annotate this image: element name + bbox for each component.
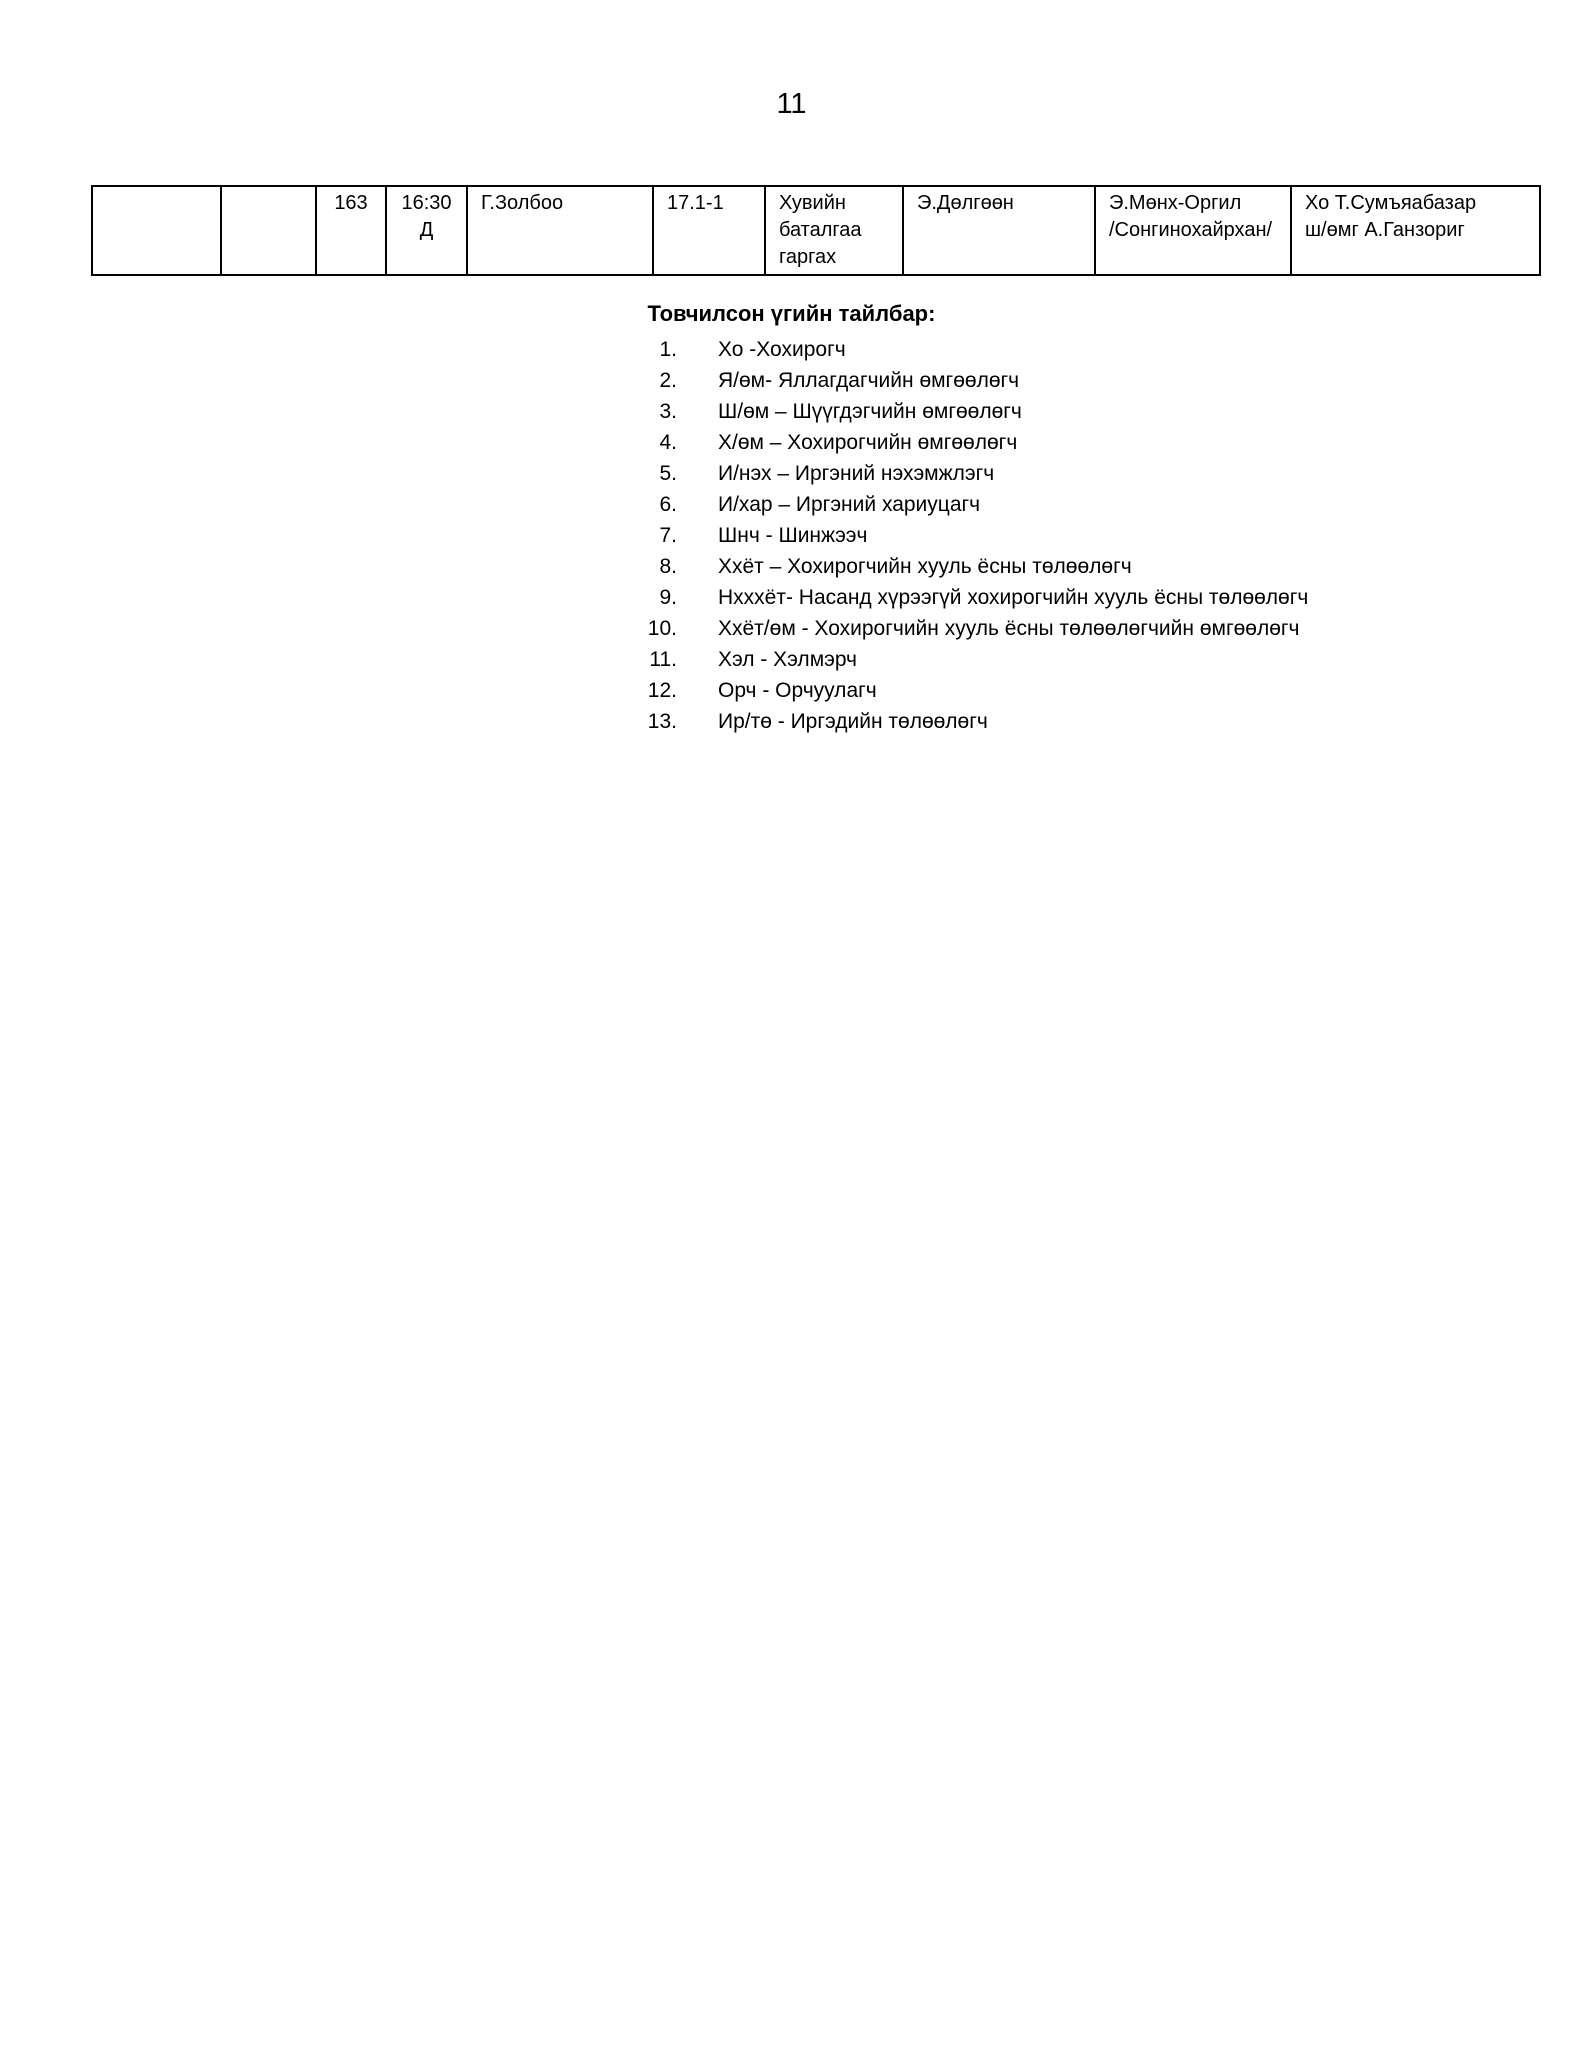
abbreviations-heading: Товчилсон үгийн тайлбар: (647, 301, 936, 326)
abbreviation-item (0, 489, 1583, 520)
abbreviation-number: 5. (659, 462, 677, 485)
cell-line: баталгаа (779, 219, 862, 241)
abbreviation-text: Ххёт/өм - Хохирогчийн хууль ёсны төлөөлөгчийн өмгөөлөгч (718, 617, 1300, 640)
table-cell-time (386, 186, 467, 275)
abbreviation-item (0, 551, 1583, 582)
abbreviation-item (0, 582, 1583, 613)
table-cell-defendant (903, 186, 1095, 275)
abbreviation-number: 10. (647, 617, 677, 640)
table-cell-hearing-type (765, 186, 903, 275)
schedule-table (91, 185, 1541, 276)
abbreviation-number: 7. (659, 524, 677, 547)
abbreviation-text: И/нэх – Иргэний нэхэмжлэгч (718, 462, 995, 485)
abbreviation-number: 3. (659, 400, 677, 423)
abbreviations-list (0, 334, 1583, 737)
abbreviation-text: И/хар – Иргэний хариуцагч (718, 493, 981, 516)
table-cell-judge (467, 186, 653, 275)
table-cell-prosecutor (1095, 186, 1291, 275)
abbreviation-item (0, 613, 1583, 644)
abbreviation-item (0, 365, 1583, 396)
abbreviation-text: Орч - Орчуулагч (718, 679, 877, 702)
cell-line: 163 (334, 192, 368, 214)
cell-line: /Сонгинохайрхан/ (1109, 219, 1273, 241)
abbreviation-text: Хэл - Хэлмэрч (718, 648, 858, 671)
abbreviation-number: 1. (659, 338, 677, 361)
cell-line: 16:30 (401, 192, 452, 214)
abbreviation-item (0, 675, 1583, 706)
abbreviation-number: 8. (659, 555, 677, 578)
abbreviation-number: 11. (649, 648, 677, 671)
abbreviation-number: 4. (659, 431, 677, 454)
table-cell-empty-1 (92, 186, 221, 275)
abbreviation-text: Хо -Хохирогч (718, 338, 846, 361)
abbreviation-text: Шнч - Шинжээч (718, 524, 868, 547)
table-cell-empty-2 (221, 186, 316, 275)
abbreviation-number: 12. (647, 679, 677, 702)
table-cell-participants (1291, 186, 1540, 275)
abbreviation-item (0, 458, 1583, 489)
abbreviation-item (0, 427, 1583, 458)
page-number: 11 (776, 88, 807, 120)
cell-line: 17.1-1 (667, 192, 724, 214)
abbreviation-item (0, 396, 1583, 427)
abbreviation-text: Я/өм- Яллагдагчийн өмгөөлөгч (718, 369, 1020, 392)
table-cell-article (653, 186, 765, 275)
table-row (92, 186, 1540, 275)
abbreviation-item (0, 706, 1583, 737)
cell-line: Э.Мөнх-Оргил (1109, 192, 1242, 214)
abbreviation-item (0, 644, 1583, 675)
abbreviation-number: 9. (659, 586, 677, 609)
cell-line: Хо Т.Сумъяабазар (1305, 192, 1477, 214)
abbreviation-text: Х/өм – Хохирогчийн өмгөөлөгч (718, 431, 1018, 454)
abbreviation-text: Ш/өм – Шүүгдэгчийн өмгөөлөгч (718, 400, 1022, 423)
abbreviation-item (0, 334, 1583, 365)
abbreviation-item (0, 520, 1583, 551)
cell-line: Д (419, 219, 434, 241)
cell-line: Г.Золбоо (481, 192, 564, 214)
abbreviation-text: Ир/тө - Иргэдийн төлөөлөгч (718, 710, 988, 733)
abbreviation-number: 2. (659, 369, 677, 392)
abbreviation-number: 13. (647, 710, 677, 733)
table-cell-case-number (316, 186, 386, 275)
cell-line: Хувийн (779, 192, 846, 214)
cell-line: гаргах (779, 246, 837, 268)
cell-line: Э.Дөлгөөн (917, 192, 1014, 214)
abbreviation-text: Ххёт – Хохирогчийн хууль ёсны төлөөлөгч (718, 555, 1132, 578)
cell-line: ш/өмг А.Ганзориг (1305, 219, 1465, 241)
abbreviation-text: Нхххёт- Насанд хүрээгүй хохирогчийн хууль ёсны төлөөлөгч (718, 586, 1309, 609)
abbreviation-number: 6. (659, 493, 677, 516)
